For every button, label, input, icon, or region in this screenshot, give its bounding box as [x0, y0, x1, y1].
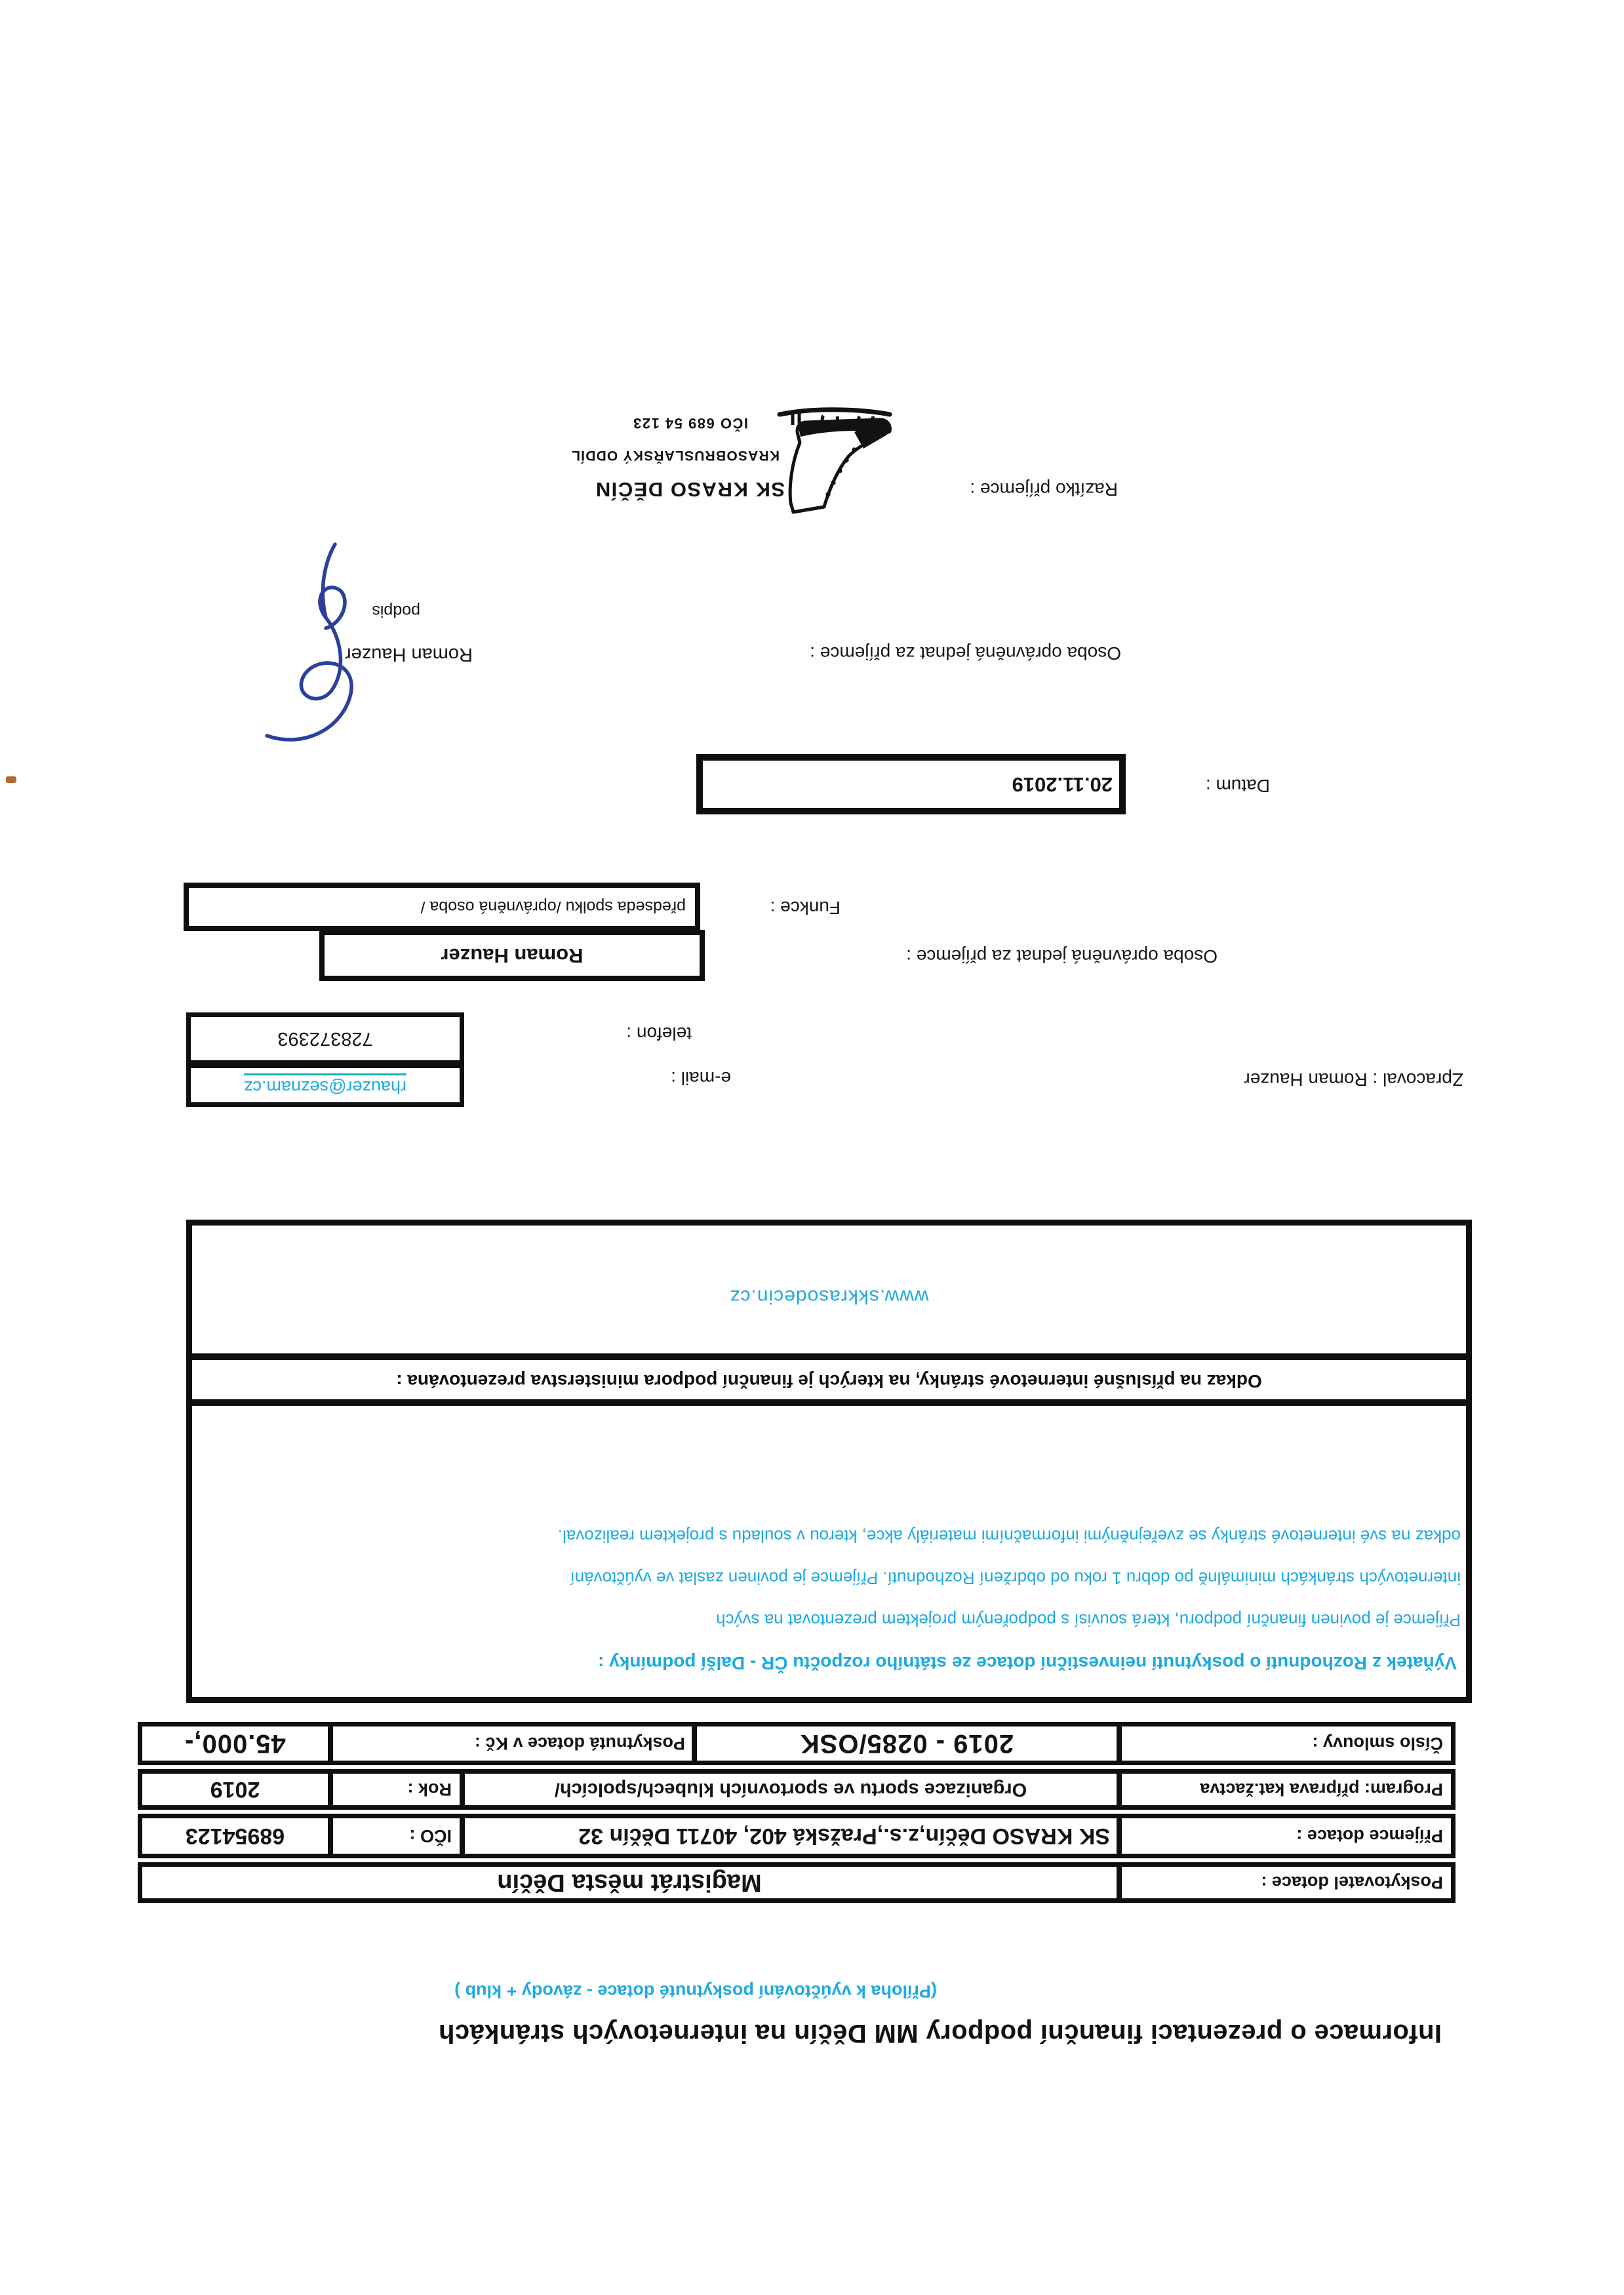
email-label: e-mail : [671, 1068, 731, 1088]
function-field: předseda spolku /oprávněná osoba / [184, 883, 700, 931]
phone-label: telefon : [626, 1024, 692, 1044]
conditions-box [186, 1220, 1472, 1703]
page-title: Informace o prezentaci finanční podpory MM Děčín na internetových stránkách [438, 2019, 1442, 2048]
ico-value-cell: 68954123 [138, 1814, 332, 1858]
excerpt-line: Příjemce je povinen finanční podporu, která souvisí s podpořeným projektem prezentovat na svých [716, 1610, 1461, 1630]
program-label-cell: Program: příprava kat.žactva [1117, 1769, 1456, 1810]
handwritten-signature [246, 538, 403, 754]
signature-name: Roman Hauzer [344, 644, 473, 665]
excerpt-heading: Výňatek z Rozhodnutí o poskytnutí neinvestiční dotace ze státního rozpočtu ČR - Další podmínky : [598, 1653, 1457, 1673]
year-value-cell: 2019 [138, 1769, 332, 1810]
phone-field: 728372393 [186, 1012, 464, 1065]
stamp-ico: IČO 689 54 123 [632, 415, 748, 431]
link-heading: Odkaz na příslušné internetové stránky, na kterých je finanční podpora ministerstva prezentována : [396, 1371, 1262, 1391]
program-value-cell: Organizace sportu ve sportovních klubech/spolcích/ [460, 1769, 1121, 1810]
signature-caption: podpis [372, 602, 420, 620]
grant-info-table [138, 1722, 1456, 1903]
stamp-division: KRASOBRUSLAŘSKÝ ODDÍL [570, 448, 780, 463]
authorized-person-field: Roman Hauzer [319, 930, 705, 981]
ice-skate-icon [766, 396, 898, 521]
scan-artifact [6, 776, 16, 783]
amount-label-cell: Poskytnutá dotace v Kč : [328, 1722, 696, 1765]
provider-value-cell: Magistrát města Děčín [138, 1862, 1121, 1903]
contract-value-cell: 2019 - 0285/OSK [692, 1722, 1121, 1765]
signature-person-label: Osoba oprávněná jednat za příjemce : [810, 643, 1121, 664]
stamp-club-name: SK KRASO DĚČÍN [595, 478, 785, 501]
date-field: 20.11.2019 [696, 754, 1126, 814]
excerpt-line: odkaz na své internetové stránky se zveřejněnými informačními materiály akce, kterou v souladu s projektem realizoval. [557, 1527, 1461, 1546]
recipient-label-cell: Příjemce dotace : [1117, 1814, 1456, 1858]
email-field [186, 1064, 464, 1107]
provider-label-cell: Poskytovatel dotace : [1117, 1862, 1456, 1903]
function-label: Funkce : [770, 898, 841, 918]
club-website-url: www.skkrasodecin.cz [729, 1286, 929, 1307]
divider [186, 1399, 1472, 1406]
contract-label-cell: Číslo smlouvy : [1117, 1722, 1456, 1765]
date-label: Datum : [1205, 776, 1270, 796]
page-subtitle: (Příloha k vyúčtování poskytnuté dotace - závody + klub ) [454, 1982, 937, 2001]
amount-value-cell: 45.000,- [138, 1722, 332, 1765]
divider [186, 1353, 1472, 1360]
year-label-cell: Rok : [328, 1769, 464, 1810]
ico-label-cell: IČO : [328, 1814, 464, 1858]
email-value: rhauzer@seznam.cz [244, 1073, 406, 1097]
stamp-label: Razítko příjemce : [970, 479, 1118, 500]
prepared-by-label: Zpracoval : Roman Hauzer [1244, 1069, 1463, 1090]
excerpt-line: internetových stránkách minimálně po dobru 1 roku od obdržení Rozhodnutí. Příjemce je povinen zaslat ve vyúčtování [570, 1568, 1461, 1588]
authorized-person-label: Osoba oprávněná jednat za příjemce : [906, 946, 1218, 967]
recipient-value-cell: SK KRASO Děčín,z.s.,Pražská 402, 40711 Děčín 32 [460, 1814, 1121, 1858]
